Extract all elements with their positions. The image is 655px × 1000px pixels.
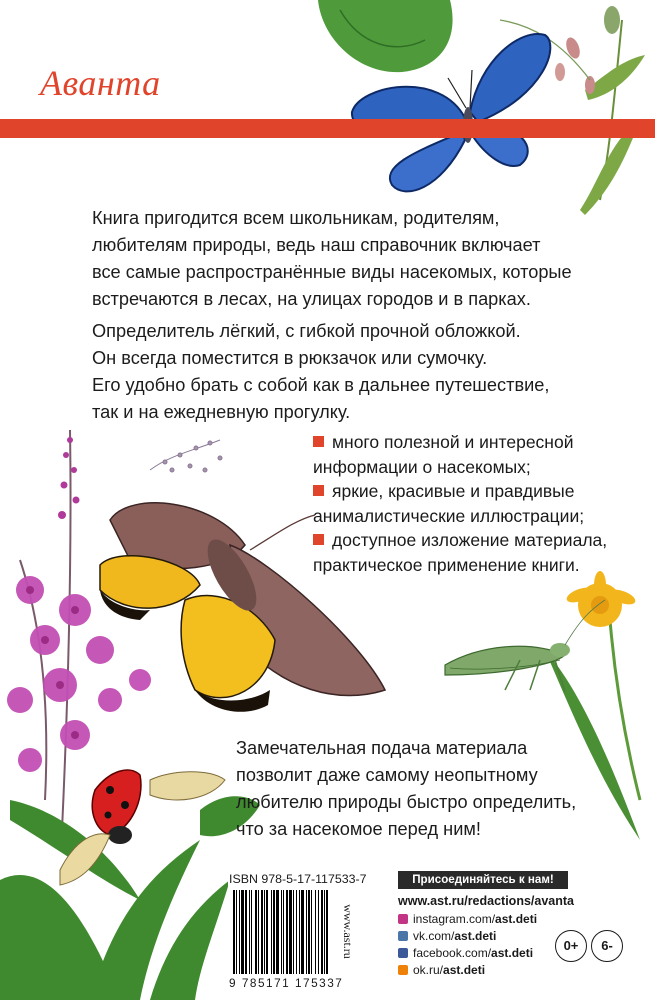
facebook-icon [398,948,408,958]
closing-paragraph: Замечательная подача материала позволит даже самому неопытному любителю природы быстро определить, что за насекомое перед ним! [236,738,577,839]
social-link-odnoklassniki[interactable]: ok.ru/ ast.deti [398,963,485,977]
grass-seedhead-illustration [150,440,222,472]
instagram-icon [398,914,408,924]
isbn-text: ISBN 978-5-17-117533-7 [229,872,367,886]
social-link-instagram[interactable]: instagram.com/ ast.deti [398,912,537,926]
feature-item: много полезной и интересной информации о насекомых; [313,432,574,477]
bullet-square-icon [313,534,324,545]
redactions-link[interactable]: www.ast.ru/redactions/avanta [398,894,574,908]
age-rating-badge: 6- [591,930,623,962]
publisher-logo: Аванта [40,63,161,103]
feature-item: доступное изложение материала, практическое применение книги. [313,530,608,575]
grass-leaves-illustration [0,796,260,1000]
feature-item: яркие, красивые и правдивые анималистические иллюстрации; [313,481,585,526]
vertical-site-label: www.ast.ru [340,904,355,959]
join-us-banner: Присоединяйтесь к нам! [398,871,568,889]
intro-paragraph: Книга пригодится всем школьникам, родителям, любителям природы, ведь наш справочник включает все самые распространённые виды насекомых, которые встречаются в лесах, на улицах городов и в парках. [92,208,572,309]
social-link-vk[interactable]: vk.com/ ast.deti [398,929,496,943]
vk-icon [398,931,408,941]
red-header-stripe [0,119,655,138]
age-rating-badge: 0+ [555,930,587,962]
barcode-digits: 9 785171 175337 [229,976,344,990]
odnoklassniki-icon [398,965,408,975]
format-paragraph: Определитель лёгкий, с гибкой прочной обложкой. Он всегда поместится в рюкзачок или сумочку. Его удобно брать с собой как в дальнее путешествие, так и на ежедневную прогулку. [92,321,550,422]
bullet-square-icon [313,485,324,496]
bullet-square-icon [313,436,324,447]
leaf-top-illustration [318,0,453,72]
feature-list [313,430,607,577]
social-link-facebook[interactable]: facebook.com/ ast.deti [398,946,533,960]
